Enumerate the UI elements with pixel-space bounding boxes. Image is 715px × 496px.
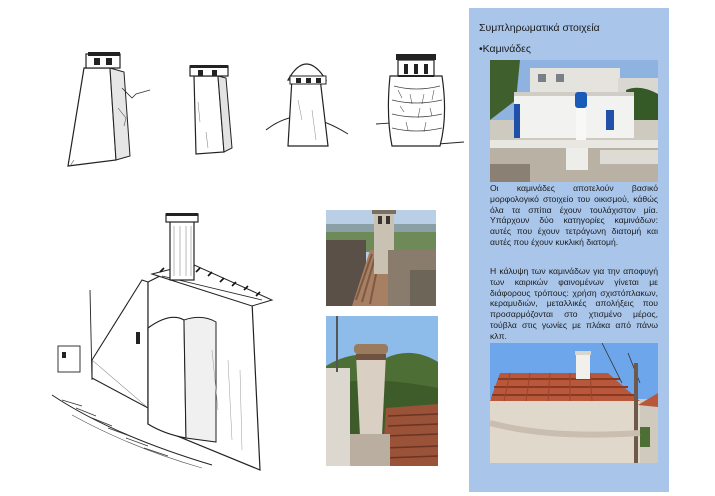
photo-house-tiled-roof-chimney [490, 343, 658, 463]
sketch-conical-roof-chimney [262, 50, 352, 150]
sketch-square-chimney-short [184, 62, 240, 158]
panel-title: Συμπληρωματικά στοιχεία [479, 22, 600, 34]
photo-white-house-round-chimney [490, 60, 658, 182]
photo-round-chimney-vegetation [326, 316, 438, 466]
info-panel [469, 8, 669, 492]
sketch-square-chimney-tall [60, 48, 140, 168]
paragraph-chimney-types: Οι καμινάδες αποτελούν βασικό μορφολογικό στοιχείο του οικισμού, κάθώς όλα τα σπίτια έχουν τουλάχιστον μία. Υπάρχουν δύο κατηγορίες καμινάδων: αυτές που έχουν τετράγωνη διατομή και αυτές που έχουν κυκλική διατομή. [490, 183, 658, 247]
sketch-round-stone-chimney [376, 46, 466, 154]
sketch-alley-house-chimney [52, 210, 282, 472]
photo-chimney-on-tiled-rooftop [326, 210, 436, 306]
panel-bullet-chimneys: •Καμινάδες [479, 43, 531, 55]
paragraph-chimney-coverings: Η κάλυψη των καμινάδων για την αποφυγή των καιρικών φαινομένων γίνεται με διάφορους τρόπους: χρήση σχιστόπλακων, κεραμυδιών, μεταλλικές απολήξεις που προσαρμόζονται στο χτισμένο μέρος, τούβλα στις γωνίες με πλάκα από πάνω κλπ. [490, 266, 658, 341]
